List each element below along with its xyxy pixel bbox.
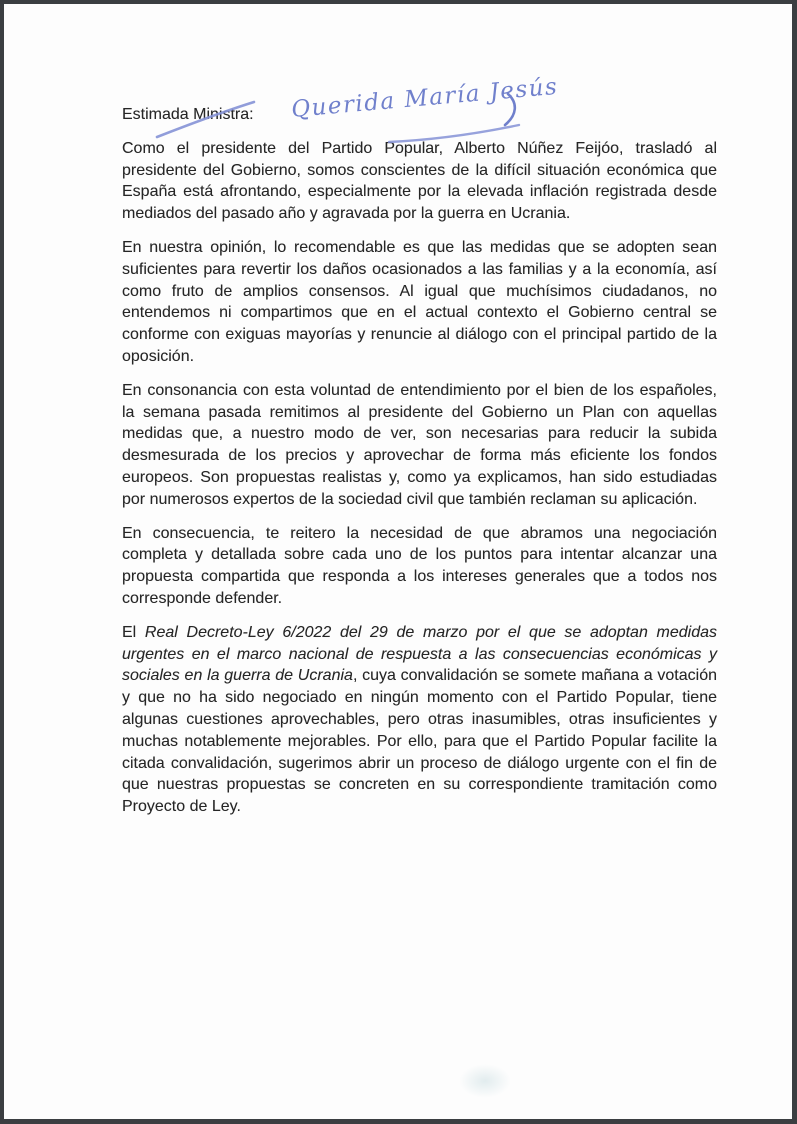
letter-sheet <box>4 4 792 1119</box>
scan-smudge <box>459 1064 511 1098</box>
letter-paragraph-1: Como el presidente del Partido Popular, Alberto Núñez Feijóo, trasladó al presidente del Gobierno, somos conscientes de la difícil situación económica que España está afrontando, especialmente por la elevada inflación registrada desde mediados del pasado año y agravada por la guerra en Ucrania. <box>122 139 717 223</box>
letter-paragraph-2: En nuestra opinión, lo recomendable es que las medidas que se adopten sean suficientes para revertir los daños ocasionados a las familias y a la economía, así como fruto de amplios consensos. Al igual que muchísimos ciudadanos, no entendemos ni compartimos que en el actual contexto el Gobierno central se conforme con exiguas mayorías y renuncie al diálogo con el principal partido de la oposición. <box>122 238 717 365</box>
handwritten-greeting: Querida María Jesús <box>290 73 560 123</box>
letter-paragraph-5 <box>122 622 717 818</box>
letter-paragraph-4: En consecuencia, te reitero la necesidad de que abramos una negociación completa y detallada sobre cada uno de los puntos para intentar alcanzar una propuesta compartida que responda a los intereses generales que a todos nos corresponde defender. <box>122 524 717 607</box>
scan-artifact-speck <box>7 7 14 14</box>
printed-greeting: Estimada Ministra: <box>122 106 254 123</box>
decree-title: Real Decreto-Ley 6/2022 del 29 de marzo por el que se adoptan medidas urgentes en el marco nacional de respuesta a las consecuencias económicas y sociales en la guerra de Ucrania <box>122 623 718 685</box>
letter-text-block <box>122 104 717 818</box>
letter-paragraph-3: En consonancia con esta voluntad de entendimiento por el bien de los españoles, la semana pasada remitimos al presidente del Gobierno un Plan con aquellas medidas que, a nuestro modo de ver, son necesarias para reducir la subida desmesurada de los precios y aprovechar de forma más eficiente los fondos europeos. Son propuestas realistas y, como ya explicamos, han sido estudiadas por numerosos expertos de la sociedad civil que también reclaman su aplicación. <box>122 381 717 508</box>
final-paragraph-continuation: , cuya convalidación se somete mañana a votación y que no ha sido negociado en ningún momento con el Partido Popular, tiene algunas cuestiones aprovechables, pero otras inasumibles, otras insuficientes y muchas notablemente mejorables. Por ello, para que el Partido Popular facilite la citada convalidación, sugerimos abrir un proceso de diálogo urgente con el fin de que nuestras propuestas se concreten en su correspondiente tramitación como Proyecto de Ley. <box>122 667 717 816</box>
final-paragraph-prefix: El <box>122 623 145 641</box>
